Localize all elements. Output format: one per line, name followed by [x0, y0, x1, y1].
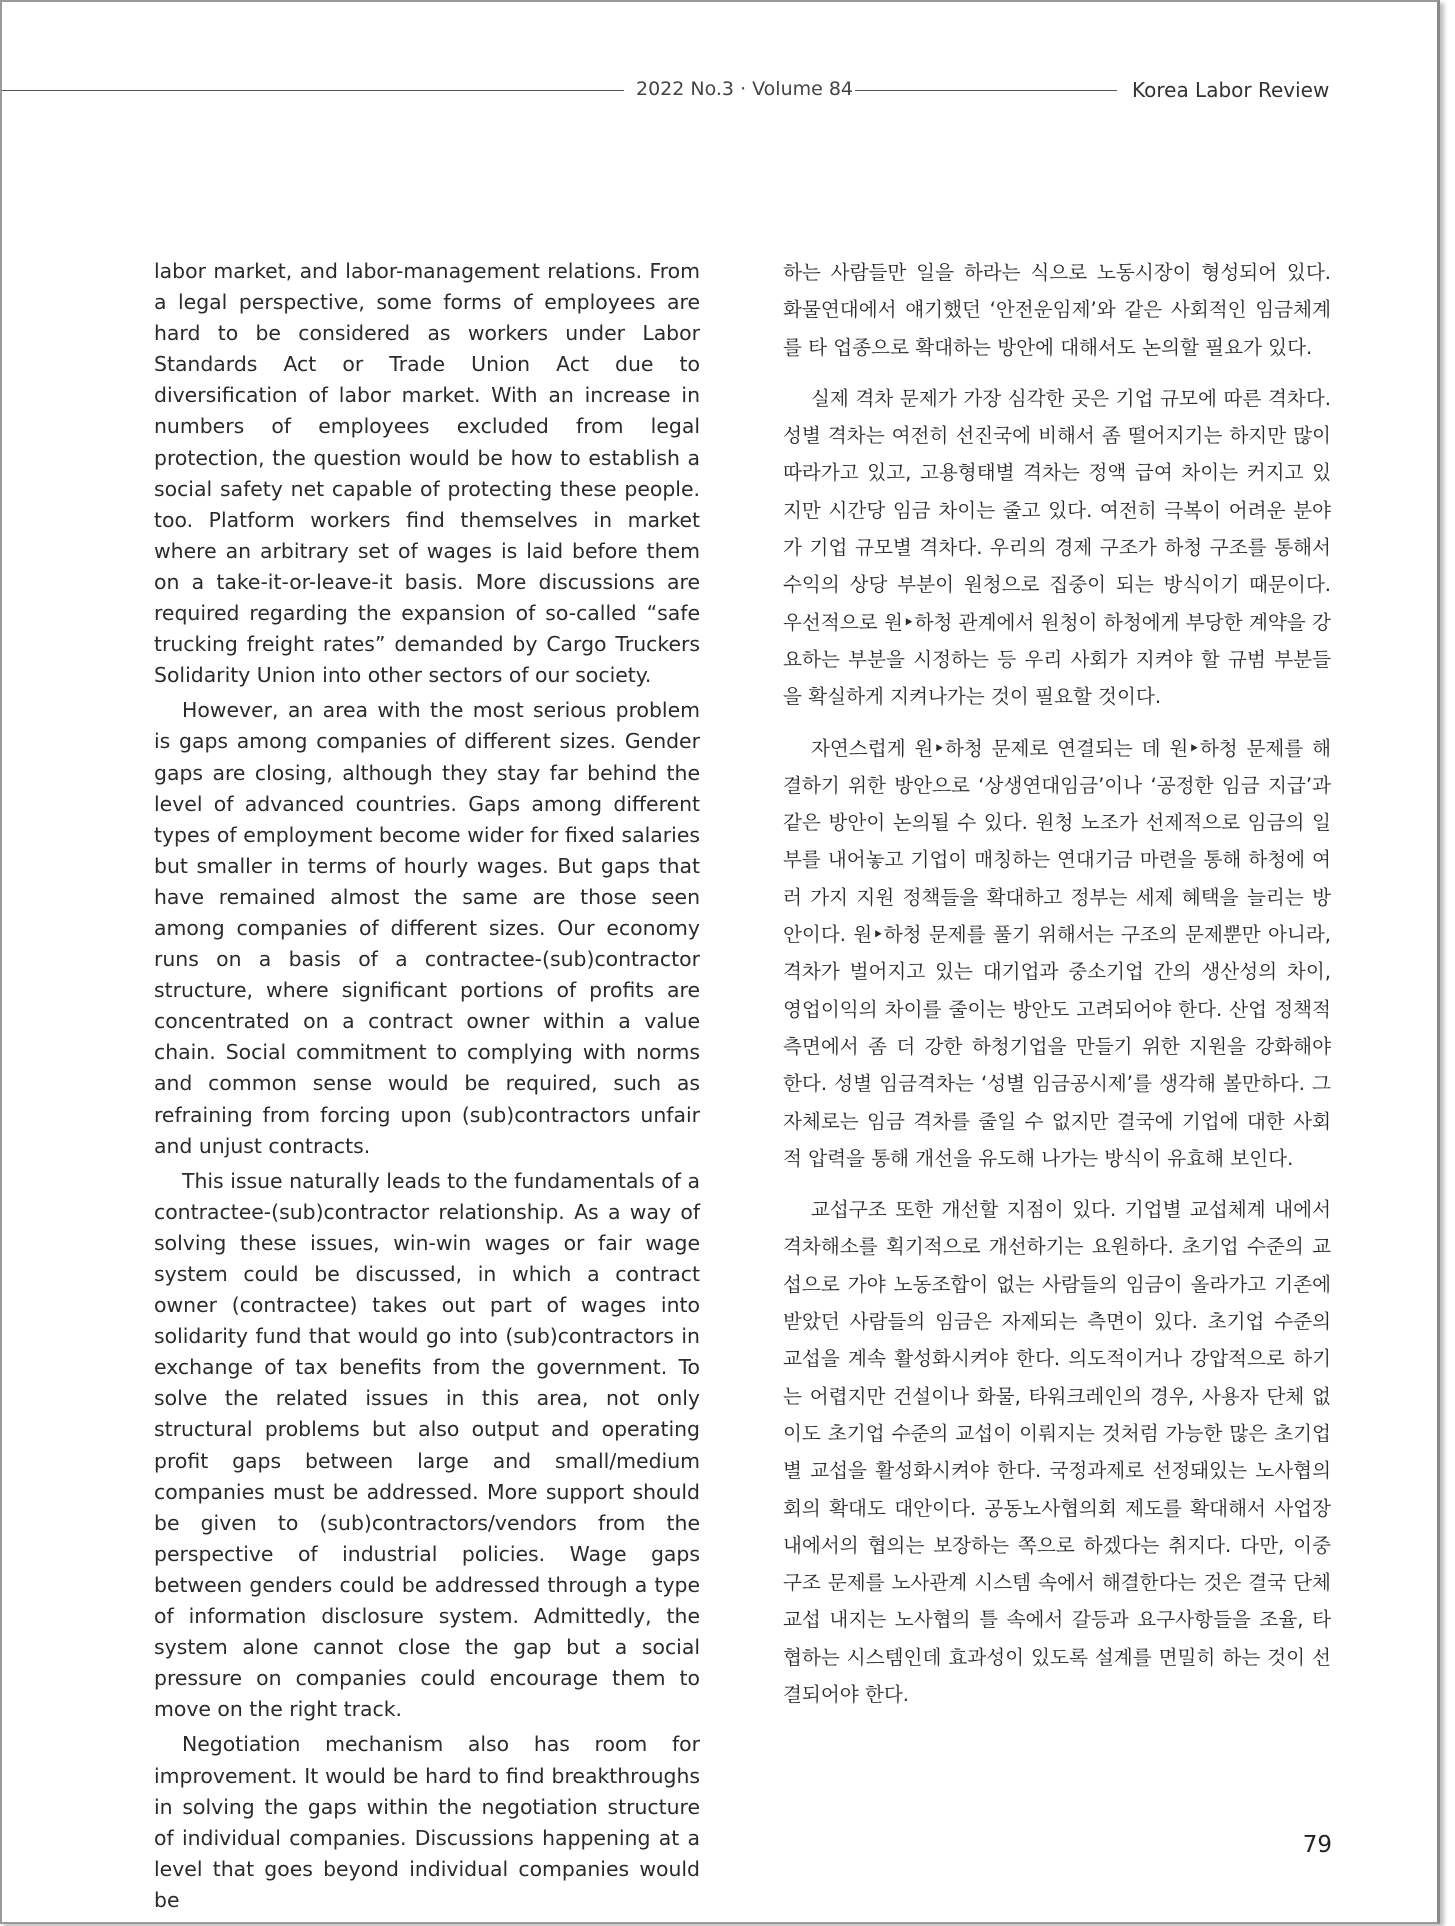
korean-paragraph: 교섭구조 또한 개선할 지점이 있다. 기업별 교섭체계 내에서 격차해소를 획기적으로 개선하기는 요원하다. 초기업 수준의 교섭으로 가야 노동조합이 없는 사람들의 임금이 올라가고 기존에 받았던 사람들의 임금은 자제되는 측면이 있다. 초기업 수준의 교섭을 계속 활성화시켜야 한다. 의도적이거나 강압적으로 하기는 어렵지만 건설이나 화물, 타워크레인의 경우, 사용자 단체 없이도 초기업 수준의 교섭이 이뤄지는 것처럼 가능한 많은 초기업별 교섭을 활성화시켜야 한다. 국정과제로 선정돼있는 노사협의회의 확대도 대안이다. 공동노사협의회 제도를 확대해서 사업장 내에서의 협의는 보장하는 쪽으로 하겠다는 취지다. 다만, 이중구조 문제를 노사관계 시스템 속에서 해결한다는 것은 결국 단체교섭 내지는 노사협의 틀 속에서 갈등과 요구사항들을 조율, 타협하는 시스템인데 효과성이 있도록 설계를 면밀히 하는 것이 선결되어야 한다.	[783, 1198, 1331, 1706]
english-paragraph: Negotiation mechanism also has room for improvement. It would be hard to find breakthroughs in solving the gaps within the negotiation structure of individual companies. Discussions happening at a level that goes beyond individual companies would be	[154, 1732, 700, 1912]
korean-paragraph: 실제 격차 문제가 가장 심각한 곳은 기업 규모에 따른 격차다. 성별 격차는 여전히 선진국에 비해서 좀 떨어지기는 하지만 많이 따라가고 있고, 고용형태별 격차는 정액 급여 차이는 커지고 있지만 시간당 임금 차이는 줄고 있다. 여전히 극복이 어려운 분야가 기업 규모별 격차다. 우리의 경제 구조가 하청 구조를 통해서 수익의 상당 부분이 원청으로 집중이 되는 방식이기 때문이다. 우선적으로 원‣하청 관계에서 원청이 하청에게 부당한 계약을 강요하는 부분을 시정하는 등 우리 사회가 지켜야 할 규범 부분들을 확실하게 지켜나가는 것이 필요할 것이다.	[783, 386, 1331, 709]
korean-text-column	[783, 254, 1331, 1727]
english-paragraph: However, an area with the most serious problem is gaps among companies of different sizes. Gender gaps are closing, although they stay far behind the level of advanced countries. Gaps among different types of employment become wider for fixed salaries but smaller in terms of hourly wages. But gaps that have remained almost the same are those seen among companies of different sizes. Our economy runs on a basis of a contractee-(sub)contractor structure, where significant portions of profits are concentrated on a contract owner within a value chain. Social commitment to complying with norms and common sense would be required, such as refraining from forcing upon (sub)contractors unfair and unjust contracts.	[154, 698, 700, 1158]
header-rule-left	[2, 90, 624, 91]
korean-paragraph: 하는 사람들만 일을 하라는 식으로 노동시장이 형성되어 있다. 화물연대에서 얘기했던 ‘안전운임제’와 같은 사회적인 임금체계를 타 업종으로 확대하는 방안에 대해서도 논의할 필요가 있다.	[783, 261, 1331, 359]
page-number: 79	[1302, 1832, 1332, 1858]
english-paragraph: labor market, and labor-management relations. From a legal perspective, some forms of employees are hard to be considered as workers under Labor Standards Act or Trade Union Act due to diversification of labor market. With an increase in numbers of employees excluded from legal protection, the question would be how to establish a social safety net capable of protecting these people. too. Platform workers find themselves in market where an arbitrary set of wages is laid before them on a take-it-or-leave-it basis. More discussions are required regarding the expansion of so-called “safe trucking freight rates” demanded by Cargo Truckers Solidarity Union into other sectors of our society.	[154, 259, 700, 688]
english-text-column	[154, 256, 700, 1920]
running-header	[2, 76, 1332, 106]
journal-title: Korea Labor Review	[1132, 78, 1330, 102]
issue-label: 2022 No.3 · Volume 84	[636, 78, 854, 100]
header-rule-middle	[855, 90, 1117, 91]
english-paragraph: This issue naturally leads to the fundamentals of a contractee-(sub)contractor relationship. As a way of solving these issues, win-win wages or fair wage system could be discussed, in which a contract owner (contractee) takes out part of wages into solidarity fund that would go into (sub)contractors in exchange of tax benefits from the government. To solve the related issues in this area, not only structural problems but also output and operating profit gaps between large and small/medium companies must be addressed. More support should be given to (sub)contractors/vendors from the perspective of industrial policies. Wage gaps between genders could be addressed through a type of information disclosure system. Admittedly, the system alone cannot close the gap but a social pressure on companies could encourage them to move on the right track.	[154, 1168, 700, 1722]
korean-paragraph: 자연스럽게 원‣하청 문제로 연결되는 데 원‣하청 문제를 해결하기 위한 방안으로 ‘상생연대임금’이나 ‘공정한 임금 지급’과 같은 방안이 논의될 수 있다. 원청 노조가 선제적으로 임금의 일부를 내어놓고 기업이 매칭하는 연대기금 마련을 통해 하청에 여러 가지 지원 정책들을 확대하고 정부는 세제 혜택을 늘리는 방안이다. 원‣하청 문제를 풀기 위해서는 구조의 문제뿐만 아니라, 격차가 벌어지고 있는 대기업과 중소기업 간의 생산성의 차이, 영업이익의 차이를 줄이는 방안도 고려되어야 한다. 산업 정책적 측면에서 좀 더 강한 하청기업을 만들기 위한 지원을 강화해야 한다. 성별 임금격차는 ‘성별 임금공시제’를 생각해 볼만하다. 그 자체로는 임금 격차를 줄일 수 없지만 결국에 기업에 대한 사회적 압력을 통해 개선을 유도해 나가는 방식이 유효해 보인다.	[783, 736, 1331, 1170]
